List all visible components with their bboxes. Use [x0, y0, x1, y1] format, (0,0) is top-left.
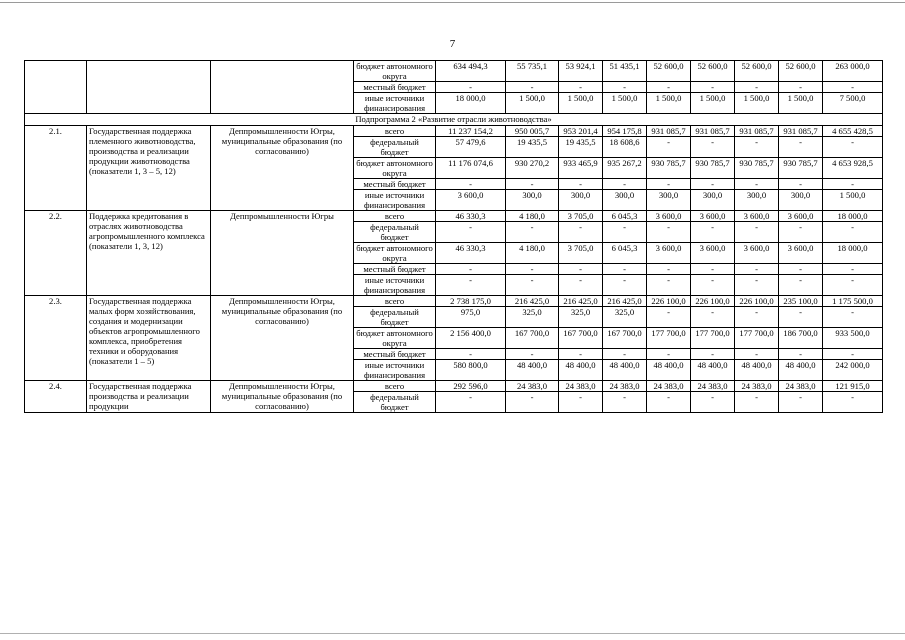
- amount-cell: 167 700,0: [506, 328, 559, 349]
- amount-cell: -: [506, 222, 559, 243]
- amount-cell: 52 600,0: [779, 61, 823, 82]
- amount-cell: -: [603, 82, 647, 93]
- amount-cell: 1 500,0: [647, 93, 691, 114]
- amount-cell: 48 400,0: [647, 360, 691, 381]
- funding-source-cell: иные источники финансирования: [354, 275, 436, 296]
- amount-cell: 55 735,1: [506, 61, 559, 82]
- amount-cell: 52 600,0: [735, 61, 779, 82]
- amount-cell: 930 785,7: [779, 158, 823, 179]
- measure-executor: Деппромышленности Югры, муниципальные образования (по согласованию): [211, 296, 354, 381]
- amount-cell: 3 600,0: [735, 243, 779, 264]
- amount-cell: 3 600,0: [779, 211, 823, 222]
- amount-cell: -: [735, 137, 779, 158]
- amount-cell: 1 500,0: [506, 93, 559, 114]
- funding-source-cell: местный бюджет: [354, 179, 436, 190]
- amount-cell: 48 400,0: [691, 360, 735, 381]
- amount-cell: -: [603, 264, 647, 275]
- amount-cell: 19 435,5: [559, 137, 603, 158]
- measure-executor: Деппромышленности Югры, муниципальные образования (по согласованию): [211, 381, 354, 413]
- amount-cell: 6 045,3: [603, 243, 647, 264]
- amount-cell: 930 785,7: [647, 158, 691, 179]
- amount-cell: -: [603, 222, 647, 243]
- amount-cell: 24 383,0: [647, 381, 691, 392]
- measure-number: 2.4.: [25, 381, 87, 413]
- amount-cell: -: [735, 264, 779, 275]
- amount-cell: -: [559, 179, 603, 190]
- amount-cell: -: [691, 392, 735, 413]
- amount-cell: 3 600,0: [647, 211, 691, 222]
- subprogram-row: [25, 114, 883, 126]
- amount-cell: 1 500,0: [779, 93, 823, 114]
- funding-source-cell: федеральный бюджет: [354, 307, 436, 328]
- amount-cell: -: [647, 392, 691, 413]
- measure-number: 2.1.: [25, 126, 87, 211]
- amount-cell: 11 176 074,6: [436, 158, 506, 179]
- amount-cell: -: [603, 349, 647, 360]
- amount-cell: 51 435,1: [603, 61, 647, 82]
- amount-cell: 2 738 175,0: [436, 296, 506, 307]
- funding-source-cell: иные источники финансирования: [354, 93, 436, 114]
- amount-cell: 53 924,1: [559, 61, 603, 82]
- amount-cell: -: [779, 264, 823, 275]
- funding-source-cell: местный бюджет: [354, 264, 436, 275]
- amount-cell: 3 600,0: [436, 190, 506, 211]
- amount-cell: 325,0: [506, 307, 559, 328]
- amount-cell: 242 000,0: [823, 360, 883, 381]
- amount-cell: 300,0: [603, 190, 647, 211]
- amount-cell: -: [823, 264, 883, 275]
- amount-cell: 1 175 500,0: [823, 296, 883, 307]
- amount-cell: 216 425,0: [559, 296, 603, 307]
- amount-cell: -: [735, 222, 779, 243]
- funding-source-cell: всего: [354, 211, 436, 222]
- amount-cell: 46 330,3: [436, 243, 506, 264]
- amount-cell: -: [779, 349, 823, 360]
- amount-cell: 300,0: [779, 190, 823, 211]
- subprogram-title: Подпрограмма 2 «Развитие отрасли животноводства»: [25, 114, 883, 126]
- measure-executor: Деппромышленности Югры: [211, 211, 354, 296]
- measure-name: Государственная поддержка производства и реализации продукции: [87, 381, 211, 413]
- amount-cell: -: [506, 392, 559, 413]
- amount-cell: -: [647, 275, 691, 296]
- amount-cell: -: [506, 275, 559, 296]
- amount-cell: -: [603, 179, 647, 190]
- amount-cell: 216 425,0: [506, 296, 559, 307]
- amount-cell: -: [735, 349, 779, 360]
- amount-cell: -: [691, 275, 735, 296]
- amount-cell: -: [691, 349, 735, 360]
- amount-cell: 226 100,0: [647, 296, 691, 307]
- funding-source-cell: иные источники финансирования: [354, 190, 436, 211]
- amount-cell: -: [647, 82, 691, 93]
- amount-cell: 3 600,0: [691, 243, 735, 264]
- funding-source-cell: местный бюджет: [354, 349, 436, 360]
- amount-cell: 24 383,0: [735, 381, 779, 392]
- amount-cell: 24 383,0: [559, 381, 603, 392]
- measure-name: Государственная поддержка малых форм хозяйствования, создания и модернизации объектов агропромышленного комплекса, приобретения техники и оборудования (показатели 1 – 5): [87, 296, 211, 381]
- table-row: [25, 381, 883, 392]
- amount-cell: -: [823, 275, 883, 296]
- amount-cell: 167 700,0: [559, 328, 603, 349]
- amount-cell: 226 100,0: [691, 296, 735, 307]
- amount-cell: -: [559, 349, 603, 360]
- amount-cell: 931 085,7: [647, 126, 691, 137]
- amount-cell: -: [823, 307, 883, 328]
- amount-cell: -: [506, 264, 559, 275]
- amount-cell: 19 435,5: [506, 137, 559, 158]
- amount-cell: 1 500,0: [735, 93, 779, 114]
- amount-cell: 3 600,0: [691, 211, 735, 222]
- amount-cell: -: [779, 82, 823, 93]
- amount-cell: 7 500,0: [823, 93, 883, 114]
- amount-cell: 11 237 154,2: [436, 126, 506, 137]
- amount-cell: 292 596,0: [436, 381, 506, 392]
- amount-cell: -: [559, 392, 603, 413]
- table-row: [25, 296, 883, 307]
- amount-cell: -: [559, 275, 603, 296]
- table-row: [25, 126, 883, 137]
- amount-cell: -: [779, 137, 823, 158]
- amount-cell: 4 180,0: [506, 211, 559, 222]
- amount-cell: -: [436, 82, 506, 93]
- amount-cell: -: [691, 82, 735, 93]
- amount-cell: 57 479,6: [436, 137, 506, 158]
- amount-cell: -: [506, 349, 559, 360]
- amount-cell: 950 005,7: [506, 126, 559, 137]
- amount-cell: 46 330,3: [436, 211, 506, 222]
- budget-table: [24, 60, 883, 413]
- amount-cell: 300,0: [691, 190, 735, 211]
- amount-cell: 634 494,3: [436, 61, 506, 82]
- amount-cell: 3 600,0: [779, 243, 823, 264]
- amount-cell: -: [436, 222, 506, 243]
- amount-cell: -: [735, 307, 779, 328]
- amount-cell: 953 201,4: [559, 126, 603, 137]
- table-row: [25, 211, 883, 222]
- amount-cell: 1 500,0: [559, 93, 603, 114]
- funding-source-cell: бюджет автономного округа: [354, 158, 436, 179]
- funding-source-cell: местный бюджет: [354, 82, 436, 93]
- amount-cell: -: [779, 179, 823, 190]
- amount-cell: 933 465,9: [559, 158, 603, 179]
- amount-cell: -: [436, 179, 506, 190]
- amount-cell: 975,0: [436, 307, 506, 328]
- funding-source-cell: бюджет автономного округа: [354, 328, 436, 349]
- amount-cell: -: [735, 275, 779, 296]
- amount-cell: 4 180,0: [506, 243, 559, 264]
- amount-cell: 216 425,0: [603, 296, 647, 307]
- page-number: 7: [449, 38, 456, 50]
- amount-cell: -: [436, 275, 506, 296]
- amount-cell: 52 600,0: [647, 61, 691, 82]
- amount-cell: -: [647, 222, 691, 243]
- amount-cell: -: [506, 82, 559, 93]
- amount-cell: -: [691, 307, 735, 328]
- amount-cell: 24 383,0: [779, 381, 823, 392]
- amount-cell: -: [823, 137, 883, 158]
- amount-cell: -: [823, 392, 883, 413]
- amount-cell: -: [559, 222, 603, 243]
- amount-cell: 325,0: [603, 307, 647, 328]
- amount-cell: -: [691, 222, 735, 243]
- amount-cell: 930 270,2: [506, 158, 559, 179]
- amount-cell: -: [691, 179, 735, 190]
- amount-cell: 580 800,0: [436, 360, 506, 381]
- amount-cell: 1 500,0: [691, 93, 735, 114]
- amount-cell: 52 600,0: [691, 61, 735, 82]
- scan-bottom-edge: [0, 633, 905, 634]
- amount-cell: 3 600,0: [647, 243, 691, 264]
- table-row: [25, 61, 883, 82]
- amount-cell: 186 700,0: [779, 328, 823, 349]
- amount-cell: -: [823, 179, 883, 190]
- amount-cell: -: [735, 179, 779, 190]
- funding-source-cell: всего: [354, 126, 436, 137]
- amount-cell: 954 175,8: [603, 126, 647, 137]
- amount-cell: -: [559, 82, 603, 93]
- amount-cell: 48 400,0: [603, 360, 647, 381]
- amount-cell: -: [691, 137, 735, 158]
- measure-name-cell: [87, 61, 211, 114]
- amount-cell: -: [735, 392, 779, 413]
- amount-cell: 167 700,0: [603, 328, 647, 349]
- amount-cell: -: [506, 179, 559, 190]
- amount-cell: 18 000,0: [823, 243, 883, 264]
- measure-number-cell: [25, 61, 87, 114]
- amount-cell: 930 785,7: [691, 158, 735, 179]
- amount-cell: 177 700,0: [691, 328, 735, 349]
- funding-source-cell: федеральный бюджет: [354, 222, 436, 243]
- amount-cell: 1 500,0: [603, 93, 647, 114]
- amount-cell: 930 785,7: [735, 158, 779, 179]
- funding-source-cell: иные источники финансирования: [354, 360, 436, 381]
- amount-cell: 931 085,7: [691, 126, 735, 137]
- amount-cell: -: [823, 82, 883, 93]
- amount-cell: 235 100,0: [779, 296, 823, 307]
- amount-cell: 3 600,0: [735, 211, 779, 222]
- amount-cell: 325,0: [559, 307, 603, 328]
- amount-cell: 24 383,0: [603, 381, 647, 392]
- funding-source-cell: всего: [354, 381, 436, 392]
- measure-number: 2.3.: [25, 296, 87, 381]
- amount-cell: 177 700,0: [647, 328, 691, 349]
- amount-cell: 3 705,0: [559, 211, 603, 222]
- amount-cell: 3 705,0: [559, 243, 603, 264]
- amount-cell: 4 655 428,5: [823, 126, 883, 137]
- amount-cell: -: [823, 349, 883, 360]
- amount-cell: 24 383,0: [691, 381, 735, 392]
- amount-cell: -: [559, 264, 603, 275]
- amount-cell: -: [603, 275, 647, 296]
- amount-cell: 177 700,0: [735, 328, 779, 349]
- amount-cell: 2 156 400,0: [436, 328, 506, 349]
- amount-cell: 300,0: [506, 190, 559, 211]
- amount-cell: 226 100,0: [735, 296, 779, 307]
- funding-source-cell: федеральный бюджет: [354, 392, 436, 413]
- amount-cell: -: [647, 307, 691, 328]
- amount-cell: -: [647, 137, 691, 158]
- amount-cell: -: [603, 392, 647, 413]
- amount-cell: -: [436, 392, 506, 413]
- amount-cell: 121 915,0: [823, 381, 883, 392]
- amount-cell: -: [436, 349, 506, 360]
- amount-cell: 18 000,0: [823, 211, 883, 222]
- amount-cell: -: [779, 307, 823, 328]
- scan-top-edge: [0, 2, 905, 3]
- measure-executor: Деппромышленности Югры, муниципальные образования (по согласованию): [211, 126, 354, 211]
- amount-cell: 935 267,2: [603, 158, 647, 179]
- funding-source-cell: бюджет автономного округа: [354, 243, 436, 264]
- amount-cell: -: [779, 392, 823, 413]
- measure-name: Поддержка кредитования в отраслях животноводства агропромышленного комплекса (показатели 1, 3, 12): [87, 211, 211, 296]
- amount-cell: 300,0: [647, 190, 691, 211]
- funding-source-cell: всего: [354, 296, 436, 307]
- amount-cell: 48 400,0: [559, 360, 603, 381]
- funding-source-cell: бюджет автономного округа: [354, 61, 436, 82]
- amount-cell: -: [647, 264, 691, 275]
- amount-cell: -: [735, 82, 779, 93]
- amount-cell: 931 085,7: [779, 126, 823, 137]
- amount-cell: 1 500,0: [823, 190, 883, 211]
- measure-name: Государственная поддержка племенного животноводства, производства и реализации продукции животноводства (показатели 1, 3 – 5, 12): [87, 126, 211, 211]
- amount-cell: 263 000,0: [823, 61, 883, 82]
- amount-cell: 48 400,0: [779, 360, 823, 381]
- amount-cell: 48 400,0: [735, 360, 779, 381]
- amount-cell: -: [691, 264, 735, 275]
- measure-number: 2.2.: [25, 211, 87, 296]
- amount-cell: -: [436, 264, 506, 275]
- amount-cell: 6 045,3: [603, 211, 647, 222]
- amount-cell: 300,0: [735, 190, 779, 211]
- amount-cell: -: [823, 222, 883, 243]
- amount-cell: 48 400,0: [506, 360, 559, 381]
- executor-cell: [211, 61, 354, 114]
- amount-cell: -: [647, 179, 691, 190]
- amount-cell: 933 500,0: [823, 328, 883, 349]
- amount-cell: -: [647, 349, 691, 360]
- amount-cell: 18 608,6: [603, 137, 647, 158]
- funding-source-cell: федеральный бюджет: [354, 137, 436, 158]
- amount-cell: 931 085,7: [735, 126, 779, 137]
- amount-cell: 24 383,0: [506, 381, 559, 392]
- amount-cell: -: [779, 275, 823, 296]
- amount-cell: 4 653 928,5: [823, 158, 883, 179]
- amount-cell: 300,0: [559, 190, 603, 211]
- amount-cell: -: [779, 222, 823, 243]
- amount-cell: 18 000,0: [436, 93, 506, 114]
